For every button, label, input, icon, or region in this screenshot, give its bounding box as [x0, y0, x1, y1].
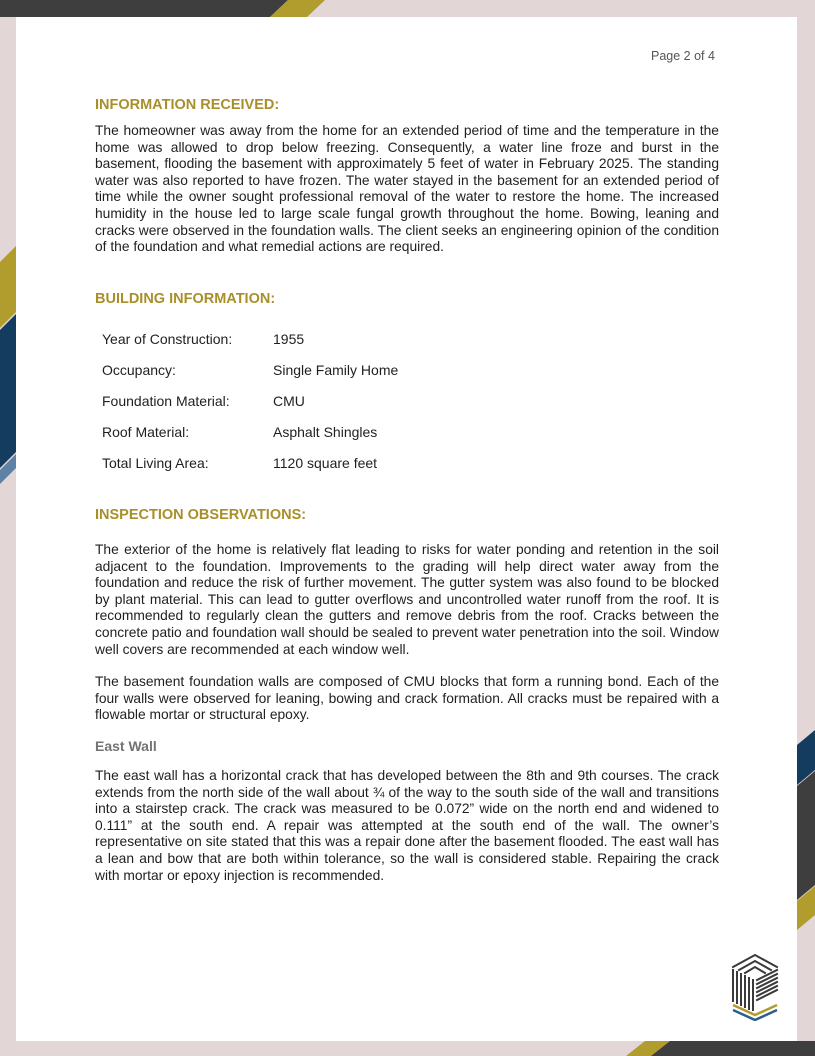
row-value: CMU	[273, 393, 305, 410]
inspection-observations-paragraph-1: The exterior of the home is relatively flat leading to risks for water ponding and retention in the soil adjacent to the foundation. Improvements to the grading will help direct water away from the foundation and reduce the risk of further movement. The gutter system was also found to be blocked by plant material. This can lead to gutter overflows and uncontrolled water runoff from the roof. It is recommended to regularly clean the gutters and remove debris from the roof. Cracks between the concrete patio and foundation wall should be sealed to prevent water penetration into the soil. Window well covers are recommended at each window well.	[95, 542, 719, 657]
information-received-paragraph: The homeowner was away from the home for an extended period of time and the temperature in the home was allowed to drop below freezing. Consequently, a water line froze and burst in the basement, flooding the basement with approximately 5 feet of water in February 2025. The standing water was also reported to have frozen. The water stayed in the basement for an extended period of time while the owner sought professional removal of the water to restore the home. The increased humidity in the house led to large scale fungal growth throughout the home. Bowing, leaning and cracks were observed in the foundation walls. The client seeks an engineering opinion of the condition of the foundation and what remedial actions are required.	[95, 123, 719, 255]
inspection-observations-paragraph-2: The basement foundation walls are composed of CMU blocks that form a running bond. Each of the four walls were observed for leaning, bowing and crack formation. All cracks must be repaired with a flowable mortar or structural epoxy.	[95, 674, 719, 723]
row-label: Roof Material:	[102, 424, 190, 441]
table-row	[102, 355, 398, 386]
section-heading-information-received: INFORMATION RECEIVED:	[95, 97, 280, 113]
section-heading-inspection-observations: INSPECTION OBSERVATIONS:	[95, 507, 307, 523]
east-wall-paragraph: The east wall has a horizontal crack that has developed between the 8th and 9th courses. The crack extends from the north side of the wall about ¾ of the way to the south side of the wall and transitions into a stairstep crack. The crack was measured to be 0.072” wide on the north end and widened to 0.111” at the south end. A repair was attempted at the south end of the wall. The owner’s representative on site stated that this was a repair done after the basement flooded. The east wall has a lean and bow that are both within tolerance, so the wall is considered stable. Repairing the crack with mortar or epoxy injection is recommended.	[95, 768, 719, 883]
row-label: Year of Construction:	[102, 331, 233, 348]
row-value: 1955	[273, 331, 305, 348]
table-row	[102, 417, 398, 448]
table-row	[102, 448, 398, 479]
building-information-table	[102, 324, 398, 479]
subsection-heading-east-wall: East Wall	[95, 738, 157, 754]
row-label: Foundation Material:	[102, 393, 230, 410]
table-row	[102, 324, 398, 355]
row-value: Asphalt Shingles	[273, 424, 378, 441]
page-number: Page 2 of 4	[651, 49, 715, 63]
table-row	[102, 386, 398, 417]
section-heading-building-information: BUILDING INFORMATION:	[95, 291, 276, 307]
row-value: Single Family Home	[273, 362, 399, 379]
row-value: 1120 square feet	[273, 455, 378, 472]
row-label: Occupancy:	[102, 362, 176, 379]
isometric-cube-logo-icon	[730, 953, 780, 1021]
document-page	[16, 17, 797, 1041]
row-label: Total Living Area:	[102, 455, 209, 472]
